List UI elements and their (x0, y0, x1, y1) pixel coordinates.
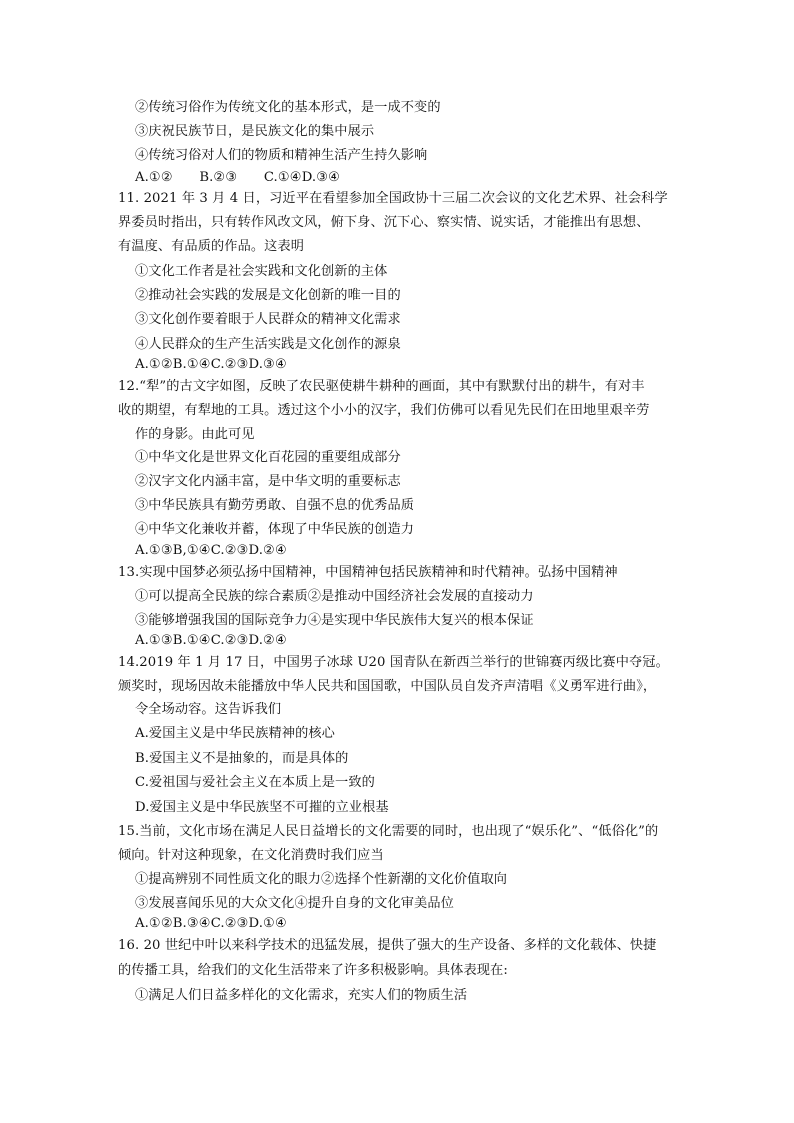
q13-options-3-4: ③能够增强我国的国际竞争力④是实现中华民族伟大复兴的根本保证 (135, 613, 534, 628)
q11-option-4: ④人民群众的生产生活实践是文化创作的源泉 (135, 337, 401, 352)
q12-stem-line-3: 作的身影。由此可见 (135, 427, 255, 442)
q15-options-1-2: ①提高辨别不同性质文化的眼力②选择个性新潮的文化价值取向 (135, 872, 508, 887)
q12-choices: A.①③B,①④C.②③D.②④ (135, 543, 287, 558)
q12-option-4: ④中华文化兼收并蓄，体现了中华民族的创造力 (135, 522, 415, 537)
q14-option-d: D.爱国主义是中华民族坚不可摧的立业根基 (135, 800, 389, 815)
q10-option-3: ③庆祝民族节日，是民族文化的集中展示 (135, 124, 375, 139)
q15-stem-line-2: 倾向。针对这种现象，在文化消费时我们应当 (118, 848, 384, 863)
q11-option-2: ②推动社会实践的发展是文化创新的唯一目的 (135, 288, 401, 303)
q12-stem-line-1: 12.“犁”的古文字如图，反映了农民驱使耕牛耕种的画面，其中有默默付出的耕牛，有对丰 (118, 379, 645, 394)
q11-stem-line-1: 11. 2021 年 3 月 4 日，习近平在看望参加全国政协十三届二次会议的文化艺术界、社会科学 (118, 191, 668, 206)
q14-option-a: A.爱国主义是中华民族精神的核心 (135, 726, 335, 741)
q12-stem-line-2: 收的期望，有犁地的工具。透过这个小小的汉字，我们仿佛可以看见先民们在田地里艰辛劳 (118, 403, 650, 418)
q15-stem-line-1: 15.当前，文化市场在满足人民日益增长的文化需要的同时，也出现了“娱乐化”、“低俗化”的 (118, 824, 659, 839)
q14-stem-line-1: 14.2019 年 1 月 17 日，中国男子冰球 U20 国青队在新西兰举行的世锦赛丙级比赛中夺冠。 (118, 655, 669, 670)
q14-stem-line-3: 令全场动容。这告诉我们 (135, 702, 282, 717)
q12-option-2: ②汉字文化内涵丰富，是中华文明的重要标志 (135, 474, 401, 489)
q13-choices: A.①③B.①④C.②③D.②④ (135, 633, 287, 648)
q11-stem-line-2: 界委员时指出，只有转作风改文风，俯下身、沉下心、察实情、说实话，才能推出有思想、 (118, 215, 650, 230)
q11-option-3: ③文化创作要着眼于人民群众的精神文化需求 (135, 312, 401, 327)
q10-option-2: ②传统习俗作为传统文化的基本形式，是一成不变的 (135, 100, 441, 115)
q14-option-c: C.爱祖国与爱社会主义在本质上是一致的 (135, 775, 375, 790)
q14-stem-line-2: 颁奖时，现场因故未能播放中华人民共和国国歌，中国队员自发齐声清唱《义勇军进行曲》， (118, 679, 657, 694)
q16-stem-line-1: 16. 20 世纪中叶以来科学技术的迅猛发展，提供了强大的生产设备、多样的文化载体、快捷 (118, 938, 657, 953)
q11-choices: A.①②B.①④C.②③D.③④ (135, 357, 287, 372)
q15-options-3-4: ③发展喜闻乐见的大众文化④提升自身的文化审美品位 (135, 896, 454, 911)
q16-option-1: ①满足人们日益多样化的文化需求，充实人们的物质生活 (135, 988, 468, 1003)
q13-options-1-2: ①可以提高全民族的综合素质②是推动中国经济社会发展的直接动力 (135, 589, 534, 604)
q14-option-b: B.爱国主义不是抽象的，而是具体的 (135, 751, 349, 766)
q10-option-4: ④传统习俗对人们的物质和精神生活产生持久影响 (135, 148, 428, 163)
q10-choices: A.①② B.②③ C.①④D.③④ (135, 170, 341, 185)
q16-stem-line-2: 的传播工具，给我们的文化生活带来了许多积极影响。具体表现在: (118, 963, 508, 978)
q11-stem-line-3: 有温度、有品质的作品。这表明 (118, 239, 305, 254)
q12-option-3: ③中华民族具有勤劳勇敢、自强不息的优秀品质 (135, 498, 415, 513)
q11-option-1: ①文化工作者是社会实践和文化创新的主体 (135, 264, 388, 279)
q15-choices: A.①②B.③④C.②③D.①④ (135, 916, 287, 931)
q13-stem: 13.实现中国梦必须弘扬中国精神，中国精神包括民族精神和时代精神。弘扬中国精神 (118, 565, 618, 580)
q12-option-1: ①中华文化是世界文化百花园的重要组成部分 (135, 450, 401, 465)
